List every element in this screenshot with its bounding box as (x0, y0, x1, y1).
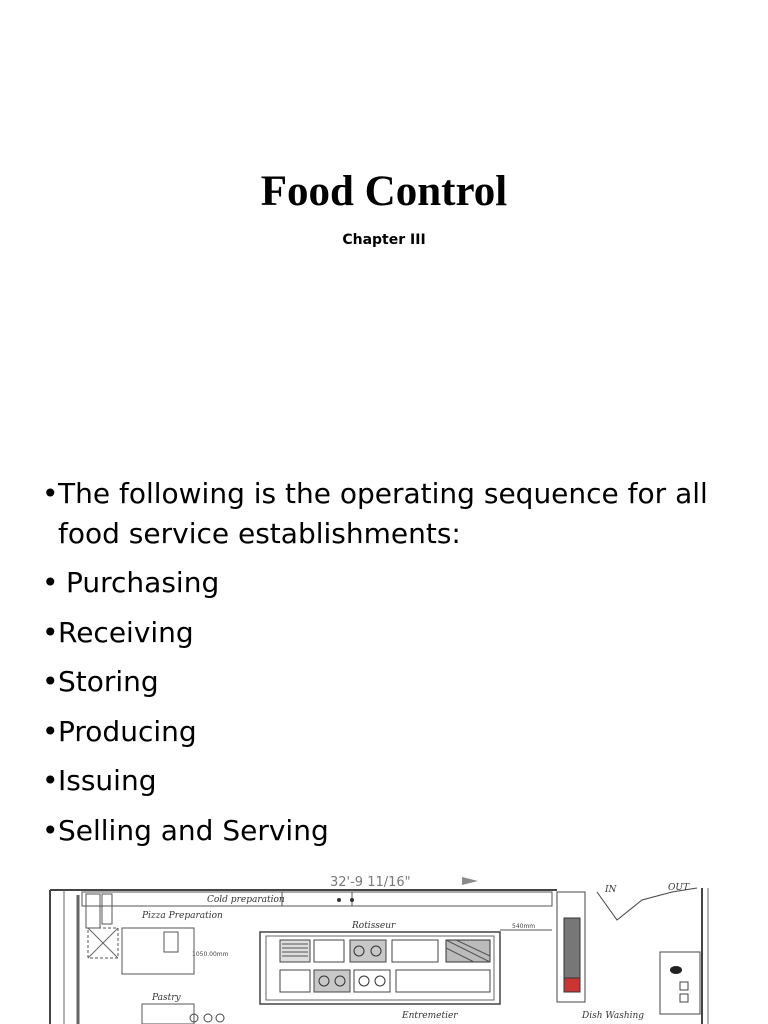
step-receiving: Receiving (58, 615, 194, 649)
intro-bullet (42, 474, 742, 554)
list-item (42, 712, 742, 752)
list-item (42, 811, 742, 851)
operating-sequence-list (42, 474, 742, 860)
page-subtitle: Chapter III (342, 232, 426, 248)
step-producing: Producing (58, 714, 197, 748)
cold-prep-label: Cold preparation (207, 895, 285, 905)
dimension-label: 32'-9 11/16" (330, 875, 411, 890)
in-label: IN (605, 885, 617, 895)
list-item (42, 662, 742, 702)
list-item (42, 563, 742, 603)
measure-540-label: 540mm (512, 923, 536, 930)
dish-washing-label: Dish Washing (582, 1011, 645, 1021)
pizza-prep-label: Pizza Preparation (142, 911, 223, 921)
kitchen-floorplan-image (42, 870, 722, 1024)
entremetier-label: Entremetier (402, 1011, 458, 1021)
page-title: Food Control (260, 168, 508, 215)
step-storing: Storing (58, 665, 159, 698)
step-purchasing: Purchasing (66, 566, 220, 599)
step-selling-serving: Selling and Serving (58, 813, 329, 847)
rotisseur-label: Rotisseur (352, 921, 396, 931)
list-item (42, 613, 742, 653)
list-item (42, 761, 742, 801)
intro-text: The following is the operating sequence for all food service establishments: (58, 477, 708, 550)
out-label: OUT (668, 883, 689, 893)
step-issuing: Issuing (58, 764, 157, 797)
measure-1050-label: 1050.00mm (192, 951, 229, 958)
arrow-icon (462, 877, 478, 885)
pastry-label: Pastry (152, 993, 181, 1003)
